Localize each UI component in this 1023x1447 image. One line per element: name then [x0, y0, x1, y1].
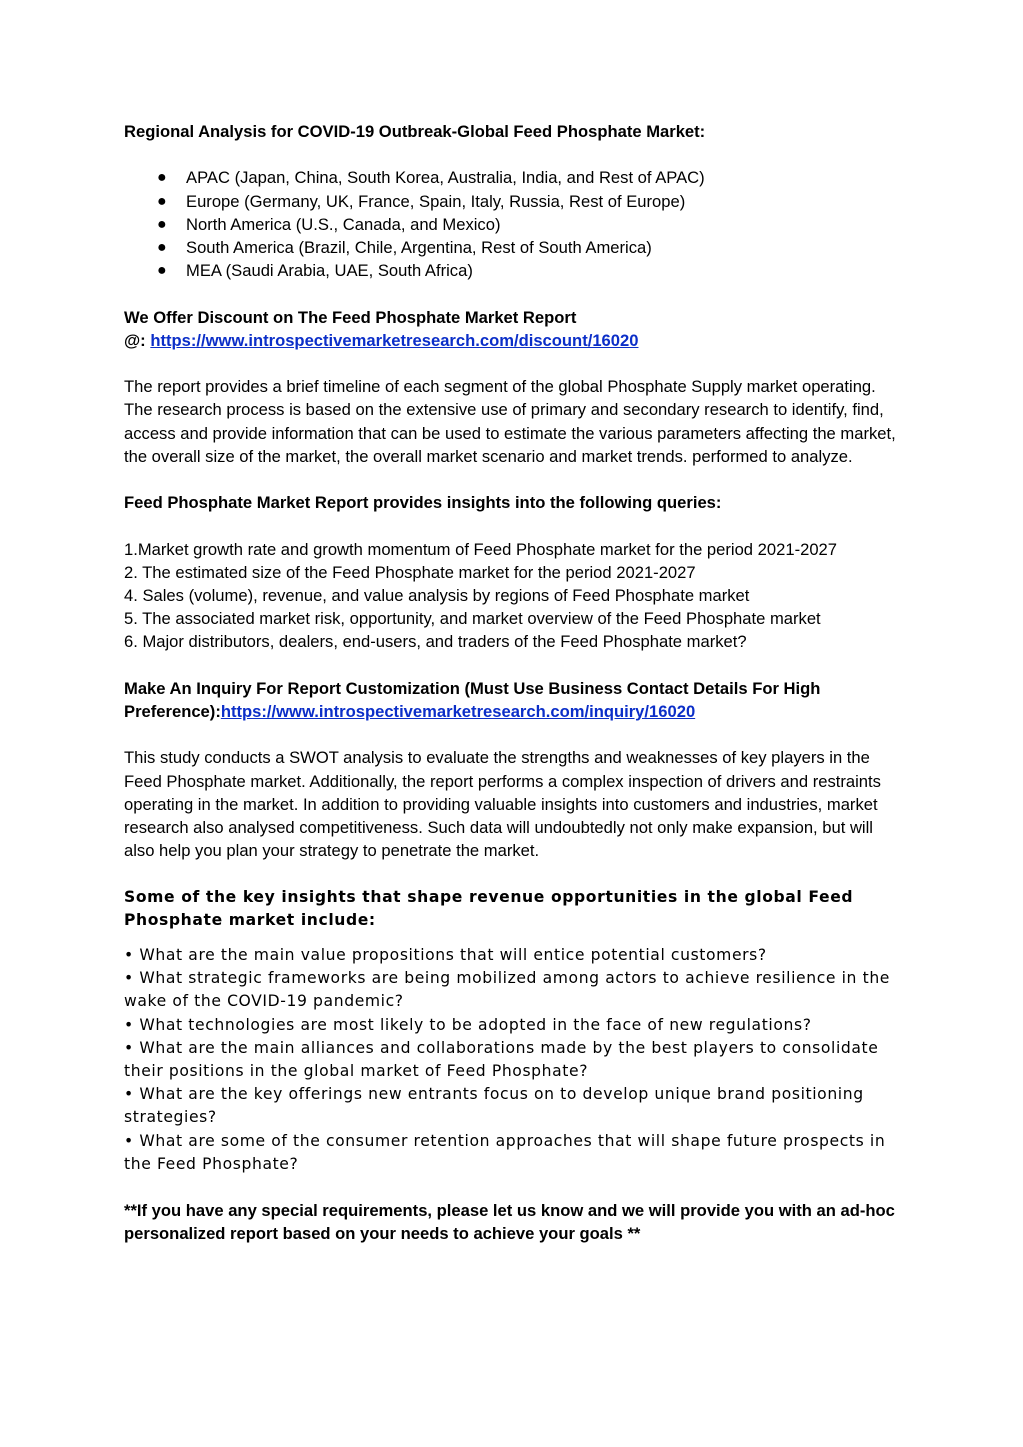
list-item: 6. Major distributors, dealers, end-users, and traders of the Feed Phosphate market?: [124, 632, 747, 652]
inquiry-paragraph: Make An Inquiry For Report Customization (Must Use Business Contact Details For High Preference):https://www.introspectivemarketresearch.com/inquiry/16020: [124, 678, 821, 721]
list-item: ● North America (U.S., Canada, and Mexico): [124, 213, 904, 236]
list-item: 1.Market growth rate and growth momentum of Feed Phosphate market for the period 2021-2027: [124, 539, 838, 559]
discount-link[interactable]: https://www.introspectivemarketresearch.com/discount/16020: [150, 330, 639, 350]
list-item: ● South America (Brazil, Chile, Argentina, Rest of South America): [124, 236, 904, 259]
bullet-icon: ●: [157, 169, 167, 187]
queries-list: [124, 538, 904, 654]
list-item: • What are some of the consumer retention approaches that will shape future prospects in the Feed Phosphate?: [124, 1131, 886, 1173]
bullet-icon: ●: [157, 239, 167, 256]
list-item: • What strategic frameworks are being mobilized among actors to achieve resilience in the wake of the COVID-19 pandemic?: [124, 969, 890, 1011]
document-page: [124, 120, 904, 1246]
queries-heading: Feed Phosphate Market Report provides insights into the following queries:: [124, 493, 722, 513]
list-item: 2. The estimated size of the Feed Phosphate market for the period 2021-2027: [124, 562, 696, 582]
insights-heading: Some of the key insights that shape revenue opportunities in the global Feed Phosphate market include:: [124, 887, 854, 929]
discount-heading: We Offer Discount on The Feed Phosphate Market Report: [124, 307, 577, 327]
insights-list: [124, 944, 904, 1176]
bullet-icon: ●: [157, 192, 167, 210]
bullet-icon: ●: [157, 262, 167, 280]
report-paragraph: The report provides a brief timeline of each segment of the global Phosphate Supply market operating. The research process is based on the extensive use of primary and secondary research to identify, find, access and provide information that can be used to estimate the various parameters affecting the market, the overall size of the market, the overall market scenario and market trends. performed to analyze.: [124, 377, 896, 466]
list-item: ● MEA (Saudi Arabia, UAE, South Africa): [124, 259, 904, 282]
region-list: [124, 166, 904, 282]
closing-note: **If you have any special requirements, please let us know and we will provide you with an ad-hoc personalized report based on your needs to achieve your goals **: [124, 1201, 895, 1244]
list-item: 5. The associated market risk, opportunity, and market overview of the Feed Phosphate market: [124, 609, 821, 629]
list-item: • What are the main alliances and collaborations made by the best players to consolidate their positions in the global market of Feed Phosphate?: [124, 1038, 879, 1080]
list-item: • What are the key offerings new entrants focus on to develop unique brand positioning strategies?: [124, 1085, 864, 1127]
regional-heading: Regional Analysis for COVID-19 Outbreak-Global Feed Phosphate Market:: [124, 122, 706, 141]
list-item: 4. Sales (volume), revenue, and value analysis by regions of Feed Phosphate market: [124, 585, 750, 605]
inquiry-link[interactable]: https://www.introspectivemarketresearch.com/inquiry/16020: [220, 701, 696, 721]
swot-paragraph: This study conducts a SWOT analysis to evaluate the strengths and weaknesses of key players in the Feed Phosphate market. Additionally, the report performs a complex inspection of drivers and restraints operating in the market. In addition to providing valuable insights into customers and industries, market research also analysed competitiveness. Such data will undoubtedly not only make expansion, but will also help you plan your strategy to penetrate the market.: [124, 748, 881, 861]
bullet-icon: ●: [157, 215, 167, 233]
list-item: • What are the main value propositions that will entice potential customers?: [124, 945, 767, 964]
list-item: • What technologies are most likely to be adopted in the face of new regulations?: [124, 1015, 812, 1034]
list-item: ● Europe (Germany, UK, France, Spain, Italy, Russia, Rest of Europe): [124, 190, 904, 213]
discount-link-line: @: https://www.introspectivemarketresearch.com/discount/16020: [124, 330, 639, 350]
list-item: ● APAC (Japan, China, South Korea, Australia, India, and Rest of APAC): [124, 166, 904, 189]
